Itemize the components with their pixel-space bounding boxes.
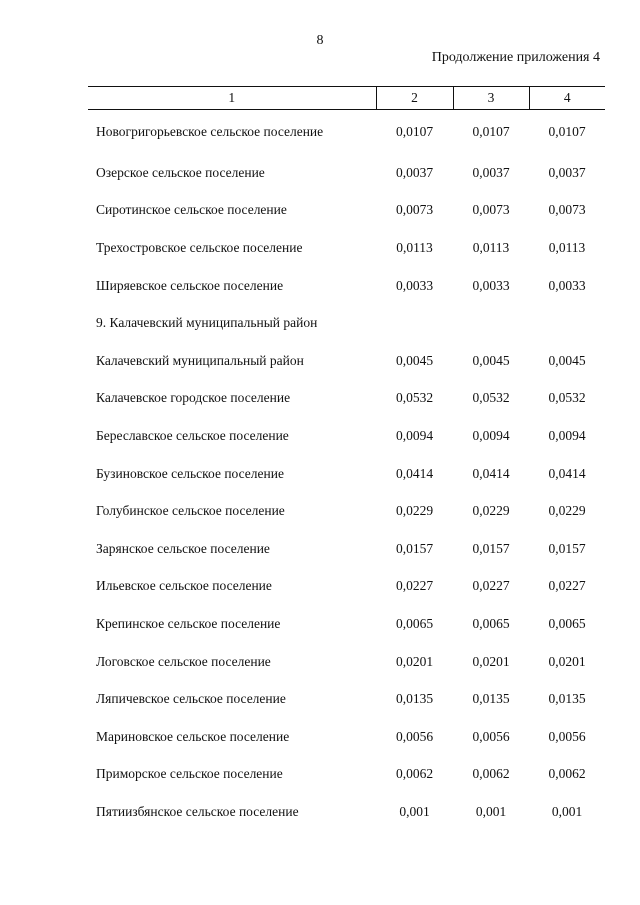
row-name-cell: Пятиизбянское сельское поселение [96,803,299,819]
table-row [88,568,605,606]
row-name-cell: 9. Калачевский муниципальный район [96,315,318,331]
column-2-value: 0,0056 [395,728,434,744]
column-4-value: 0,0229 [548,503,586,519]
row-name-cell: Ширяевское сельское поселение [96,277,284,293]
row-name-cell: Зарянское сельское поселение [96,540,270,556]
column-3-value: 0,0229 [472,503,510,519]
row-name-cell: Ляпичевское сельское поселение [96,691,286,707]
table-row [88,229,605,267]
column-4-value: 0,0227 [548,578,586,594]
row-name-cell: Логовское сельское поселение [96,653,271,669]
table-row [88,110,605,155]
table-row [88,492,605,530]
table-row [88,718,605,756]
column-4-value: 0,0056 [548,728,586,744]
column-4-value: 0,0157 [548,540,586,556]
column-2-value: 0,0227 [395,578,434,594]
column-4-value: 0,0414 [548,465,586,481]
table-row [88,192,605,230]
table-row [88,530,605,568]
column-2-value: 0,0414 [395,465,434,481]
column-header-1: 1 [88,87,376,110]
column-4-value: 0,001 [551,803,583,819]
column-4-value [529,304,605,342]
table-row [88,267,605,305]
column-3-value: 0,0065 [472,615,510,631]
row-name-cell: Озерское сельское поселение [96,164,265,180]
column-2-value: 0,0135 [395,691,434,707]
column-2-value: 0,001 [399,803,430,819]
column-4-value: 0,0037 [548,164,586,180]
row-name-cell: Крепинское сельское поселение [96,615,281,631]
column-3-value: 0,0045 [472,352,510,368]
column-2-value: 0,0033 [395,277,434,293]
column-4-value: 0,0065 [548,615,586,631]
table-row [88,756,605,794]
column-3-value: 0,0037 [472,164,510,180]
column-4-value: 0,0532 [548,390,586,406]
column-3-value: 0,0135 [472,691,510,707]
row-name-cell: Ильевское сельское поселение [96,578,272,594]
column-3-value: 0,0033 [472,277,510,293]
column-2-value: 0,0113 [396,239,433,255]
row-name-cell: Трехостровское сельское поселение [96,239,303,255]
row-name-cell: Новогригорьевское сельское поселение [96,124,324,139]
column-header-4: 4 [529,87,605,110]
column-4-value: 0,0107 [548,124,586,139]
row-name-cell: Калачевское городское поселение [96,390,291,406]
row-name-cell: Береславское сельское поселение [96,427,289,443]
table-row [88,643,605,681]
column-3-value: 0,0107 [472,124,510,139]
column-3-value: 0,0094 [472,427,510,443]
column-3-value: 0,0056 [472,728,510,744]
row-name-cell: Голубинское сельское поселение [96,503,285,519]
row-name-cell: Приморское сельское поселение [96,766,283,782]
continuation-caption: Продолжение приложения 4 [431,50,600,65]
table-row [88,154,605,192]
column-4-value: 0,0033 [548,277,586,293]
column-2-value: 0,0094 [395,427,434,443]
column-3-value: 0,0113 [472,239,510,255]
table-header-row [88,87,605,110]
column-2-value: 0,0201 [395,653,434,669]
column-2-value: 0,0037 [395,164,434,180]
column-3-value: 0,0201 [472,653,510,669]
column-2-value: 0,0062 [395,766,434,782]
column-3-value: 0,0532 [472,390,510,406]
column-3-value: 0,001 [475,803,507,819]
table-row [88,605,605,643]
column-4-value: 0,0062 [548,766,586,782]
table-row [88,342,605,380]
table-row [88,304,605,342]
column-2-value: 0,0107 [395,124,434,139]
column-2-value [376,304,453,342]
column-header-3: 3 [453,87,529,110]
table-row [88,417,605,455]
column-2-value: 0,0157 [395,540,434,556]
page-number: 8 [316,33,324,48]
column-3-value: 0,0157 [472,540,510,556]
column-2-value: 0,0073 [395,202,434,218]
data-table [88,86,605,831]
column-3-value: 0,0414 [472,465,510,481]
column-4-value: 0,0201 [548,653,586,669]
row-name-cell: Сиротинское сельское поселение [96,202,287,218]
column-4-value: 0,0045 [548,352,586,368]
column-4-value: 0,0094 [548,427,586,443]
column-3-value: 0,0073 [472,202,510,218]
column-2-value: 0,0229 [395,503,434,519]
table-row [88,680,605,718]
column-4-value: 0,0135 [548,691,586,707]
column-4-value: 0,0073 [548,202,586,218]
table-row [88,455,605,493]
row-name-cell: Калачевский муниципальный район [96,352,304,368]
column-2-value: 0,0532 [395,390,434,406]
column-header-2: 2 [376,87,453,110]
table-row [88,380,605,418]
column-3-value: 0,0062 [472,766,510,782]
column-3-value [453,304,529,342]
column-2-value: 0,0065 [395,615,434,631]
column-2-value: 0,0045 [395,352,434,368]
column-4-value: 0,0113 [548,239,586,255]
row-name-cell: Бузиновское сельское поселение [96,465,284,481]
column-3-value: 0,0227 [472,578,510,594]
row-name-cell: Мариновское сельское поселение [96,728,290,744]
table-row [88,793,605,831]
